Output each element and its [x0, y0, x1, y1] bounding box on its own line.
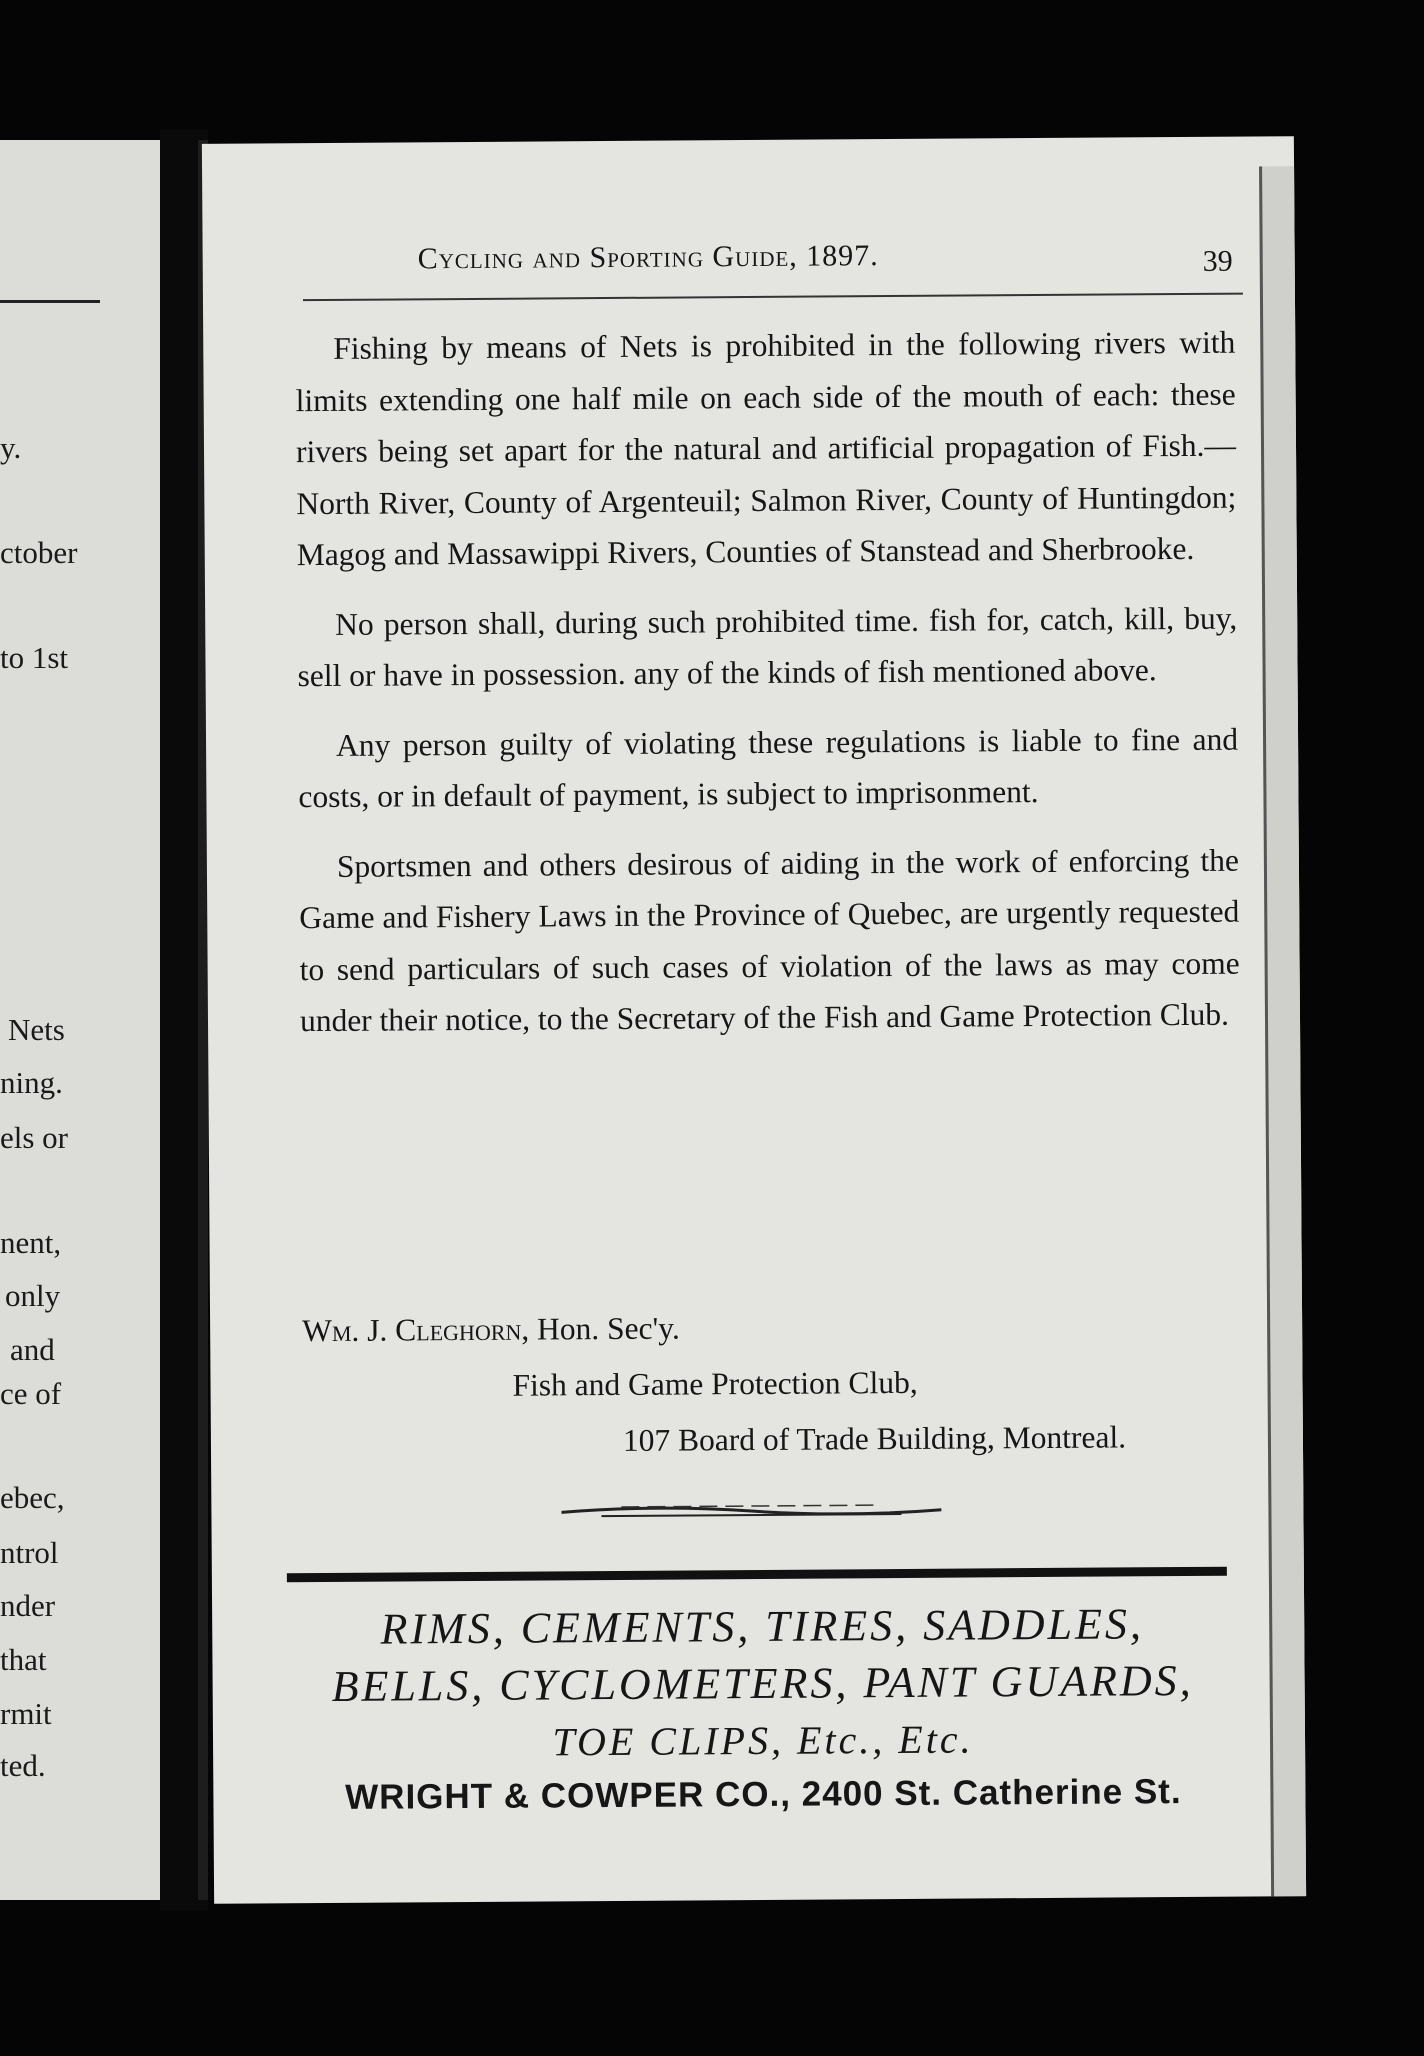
left-fragment: nent, [0, 1225, 62, 1260]
paragraph-penalty: Any person guilty of violating these regulations is liable to fine and costs, or in default of payment, is subject to imprisonment. [298, 721, 1239, 815]
signature-organization: Fish and Game Protection Club, [512, 1364, 918, 1403]
left-fragment: Nets [8, 1012, 65, 1047]
advertisement-rule [287, 1567, 1227, 1583]
page-edge [1259, 166, 1306, 1896]
page-header [203, 236, 1263, 278]
left-fragment: nder [0, 1588, 56, 1623]
left-fragment: y. [0, 430, 22, 465]
running-head: Cycling and Sporting Guide, 1897. [417, 239, 879, 276]
signature-name: Wm. J. Cleghorn [302, 1311, 522, 1349]
left-fragment: to 1st [0, 640, 69, 675]
left-fragment: rmit [0, 1696, 52, 1731]
left-fragment: ce of [0, 1376, 62, 1411]
signature-address: 107 Board of Trade Building, Montreal. [622, 1419, 1127, 1458]
left-fragment: and [10, 1332, 55, 1367]
left-fragment: ebec, [0, 1480, 65, 1515]
ad-company: WRIGHT & COWPER CO., 2400 St. Catherine St. [345, 1772, 1182, 1817]
ornamental-rule [561, 1501, 941, 1522]
left-fragment: els or [0, 1120, 69, 1155]
left-page-rule [0, 300, 100, 303]
signature-block [302, 1296, 1263, 1471]
left-fragment: ctober [0, 535, 78, 570]
paragraph-prohibited-time: No person shall, during such prohibited time. fish for, catch, kill, buy, sell or have in possession. any of the kinds of fish mentioned above. [297, 600, 1238, 694]
advertisement [272, 1595, 1253, 1819]
ad-line-1: RIMS, CEMENTS, TIRES, SADDLES, [380, 1599, 1145, 1654]
body-text [295, 317, 1240, 1065]
left-fragment: ntrol [0, 1535, 59, 1570]
left-fragment: ning. [0, 1065, 63, 1100]
paragraph-fishing-nets: Fishing by means of Nets is prohibited in the following rivers with limits extending one half mile on each side of the mouth of each: these rivers being set apart for the natural and artificial propagation of Fish.—North River, County of Argenteuil; Salmon River, County of Huntingdon; Magog and Massawippi Rivers, Counties of Stanstead and Sherbrooke. [295, 324, 1237, 573]
ad-line-3: TOE CLIPS, Etc., Etc. [552, 1716, 974, 1765]
page-number: 39 [1202, 244, 1233, 278]
signature-title: , Hon. Sec'y. [521, 1310, 680, 1347]
ad-line-2: BELLS, CYCLOMETERS, PANT GUARDS, [331, 1655, 1194, 1711]
left-fragment: that [0, 1642, 47, 1677]
left-fragment: only [5, 1278, 61, 1313]
paragraph-sportsmen: Sportsmen and others desirous of aiding in the work of enforcing the Game and Fishery Laws in the Province of Quebec, are urgently requested to send particulars of such cases of violation of the laws as may come under their notice, to the Secretary of the Fish and Game Protection Club. [299, 842, 1240, 1039]
left-fragment: ted. [0, 1748, 46, 1783]
page-39 [202, 136, 1306, 1904]
header-rule [303, 293, 1243, 302]
signature-line [302, 1296, 1262, 1359]
